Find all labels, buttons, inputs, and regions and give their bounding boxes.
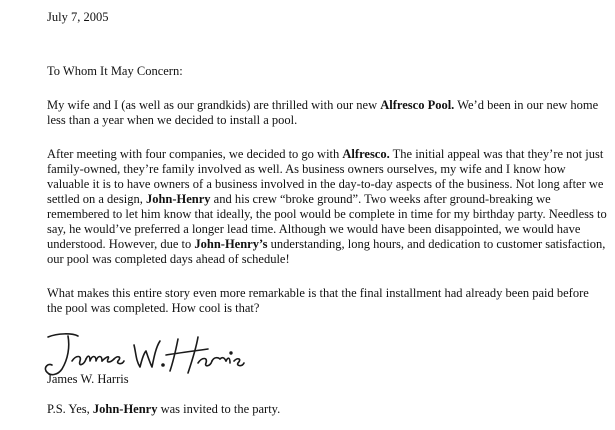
paragraph-1-text-2: We’d been in our new home less than a year when we decided to install a pool.	[47, 98, 599, 127]
paragraph-2	[47, 147, 607, 267]
postscript-text-2: was invited to the party.	[157, 402, 281, 416]
postscript	[47, 402, 280, 416]
paragraph-3-text-1: What makes this entire story even more remarkable is that the final installment had already been paid before the pool was completed. How cool is that?	[47, 286, 589, 315]
paragraph-3	[47, 286, 607, 316]
paragraph-1-text-1: My wife and I (as well as our grandkids) are thrilled with our new	[47, 98, 381, 112]
letter-date: July 7, 2005	[47, 10, 109, 24]
contractor-name-bold: John-Henry	[92, 402, 158, 416]
paragraph-2-text-1: After meeting with four companies, we decided to go with	[47, 147, 343, 161]
contractor-name-bold: John-Henry	[145, 192, 211, 206]
signer-name: James W. Harris	[47, 372, 129, 386]
paragraph-2-text-2: The initial appeal was that they’re not just family-owned, they’re family involved as well. As business owners ourselves, my wife and I know how valuable it is to have owners of a business involved in the day-to-day aspects of the business. Not long after we settled on a design,	[47, 147, 604, 206]
paragraph-2-text-4: understanding, long hours, and dedication to customer satisfaction, our pool was completed days ahead of schedule!	[47, 237, 606, 266]
company-name-bold: Alfresco.	[342, 147, 390, 161]
letter-greeting: To Whom It May Concern:	[47, 64, 183, 78]
postscript-text-1: P.S. Yes,	[47, 402, 93, 416]
paragraph-1	[47, 98, 607, 128]
paragraph-2-text-3: and his crew “broke ground”. Two weeks after ground-breaking we remembered to let him know that ideally, the pool would be complete in time for my birthday party. Needless to say, he would’ve preferred a longer lead time. Although we would have been disappointed, we would have understood. However, due to	[47, 192, 607, 251]
company-name-bold: Alfresco Pool.	[380, 98, 455, 112]
contractor-name-possessive-bold: John-Henry’s	[194, 237, 268, 251]
